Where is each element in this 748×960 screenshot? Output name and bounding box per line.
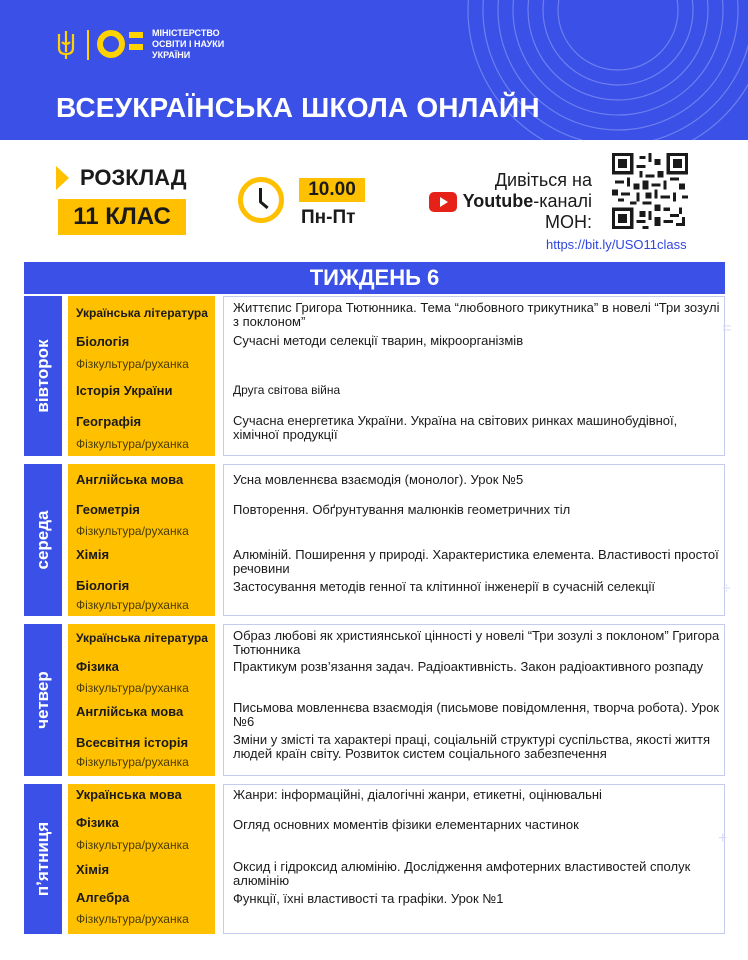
subject-name: Українська мова [76,787,182,802]
mon-logo-bars [129,32,143,56]
pe-break: Фізкультура/руханка [76,755,189,769]
subject-name: Фізика [76,659,119,674]
day-label: п’ятниця [24,784,62,934]
lesson-topic: Зміни у змісті та характері праці, соціальній структурі суспільства, якості життя людей країн світу. Розвиток систем соціального забезпечення [233,732,711,761]
subject-name: Хімія [76,862,110,877]
subject-name: Українська література [76,631,208,645]
day-label: середа [24,464,62,616]
subject-name: Біологія [76,334,130,349]
watch-line-2 [420,191,592,212]
clock-icon [238,177,284,223]
play-triangle-icon [56,166,69,190]
pe-break: Фізкультура/руханка [76,598,189,612]
pe-break: Фізкультура/руханка [76,681,189,695]
day-block-wednesday [24,464,725,616]
subject-name: Англійська мова [76,704,184,719]
lesson-topic: Застосування методів генної та клітинної інженерії в сучасній селекції [233,579,656,594]
subject-name: Алгебра [76,890,130,905]
channel-word: -каналі [533,191,592,211]
trident-icon [56,30,76,60]
lesson-topic: Алюміній. Поширення у природі. Характеристика елемента. Властивості простої речовини [233,547,719,576]
lesson-topic: Життєпис Григора Тютюнника. Тема “любовного трикутника” в новелі “Три зозулі з поклоном” [233,300,720,329]
youtube-promo [420,170,592,233]
watch-line-1: Дивіться на [494,170,592,190]
youtube-link[interactable]: https://bit.ly/USO11class [546,237,687,252]
decorative-equals-icon: = [722,320,732,337]
lesson-topic: Письмова мовленнєва взаємодія (письмове повідомлення, творча робота). Урок №6 [233,700,720,729]
schedule-label: РОЗКЛАД [80,165,187,190]
qr-code-icon[interactable] [612,153,688,229]
pe-break: Фізкультура/руханка [76,912,189,926]
lesson-topic: Огляд основних моментів фізики елементарних частинок [233,817,579,832]
lesson-topic: Сучасна енергетика України. Україна на світових ринках машинобудівної, хімічної продукції [233,413,678,442]
subject-name: Біологія [76,578,130,593]
subjects-column [68,624,215,776]
mon-logo-icon [97,30,125,58]
pe-break: Фізкультура/руханка [76,524,189,538]
lesson-topic: Повторення. Обґрунтування малюнків геометричних тіл [233,502,571,517]
youtube-icon [429,192,457,212]
subject-name: Хімія [76,547,110,562]
grade-badge: 11 КЛАС [58,199,186,235]
youtube-word: Youtube [462,191,534,211]
day-block-thursday [24,624,725,776]
decorative-plus-icon: + [718,830,728,847]
subject-name: Геометрія [76,502,140,517]
pe-break: Фізкультура/руханка [76,357,189,371]
subject-name: Географія [76,414,142,429]
logo-divider [87,30,89,60]
day-block-tuesday [24,296,725,456]
lesson-topic: Функції, їхні властивості та графіки. Урок №1 [233,891,504,906]
week-title: ТИЖДЕНЬ 6 [24,262,725,294]
day-block-friday [24,784,728,934]
ministry-name: МІНІСТЕРСТВО ОСВІТИ І НАУКИ УКРАЇНИ [152,28,225,60]
subjects-column [68,296,215,456]
lesson-topic: Сучасні методи селекції тварин, мікроорганізмів [233,333,524,348]
subject-name: Всесвітня історія [76,735,189,750]
pe-break: Фізкультура/руханка [76,437,189,451]
broadcast-days: Пн-Пт [301,207,356,228]
pe-break: Фізкультура/руханка [76,838,189,852]
header-banner [0,0,748,140]
lesson-topic: Жанри: інформаційні, діалогічні жанри, етикетні, оцінювальні [233,787,602,802]
subject-name: Українська література [76,306,208,320]
lesson-topic: Усна мовленнєва взаємодія (монолог). Урок №5 [233,472,524,487]
day-label: вівторок [24,296,62,456]
page-title: ВСЕУКРАЇНСЬКА ШКОЛА ОНЛАЙН [56,92,540,123]
day-label: четвер [24,624,62,776]
lesson-topic: Практикум розв’язання задач. Радіоактивність. Закон радіоактивного розпаду [233,659,704,674]
subject-name: Англійська мова [76,472,184,487]
lesson-topic: Оксид і гідроксид алюмінію. Дослідження амфотерних властивостей сполук алюмінію [233,859,691,888]
broadcast-time: 10.00 [299,178,365,202]
subject-name: Історія України [76,383,173,398]
lesson-topic: Образ любові як християнської цінності у новелі “Три зозулі з поклоном” Григора Тютюнника [233,628,720,657]
watch-line-3: МОН: [545,212,592,232]
subject-name: Фізика [76,815,119,830]
decorative-divide-icon: ÷ [722,580,731,597]
lesson-topic: Друга світова війна [233,383,341,397]
